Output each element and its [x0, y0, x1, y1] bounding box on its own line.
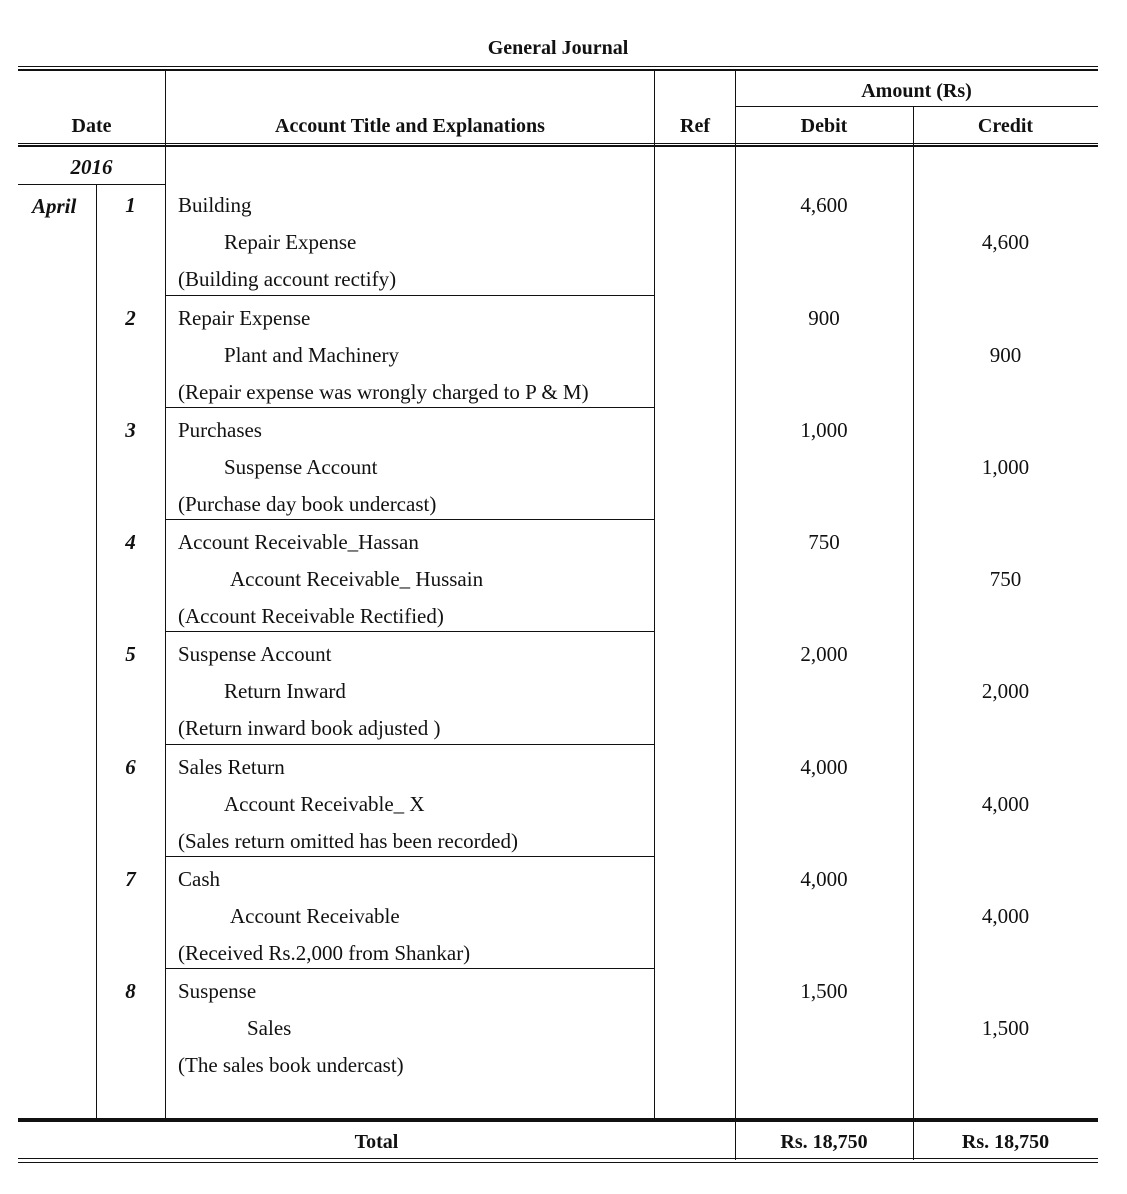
year-label: 2016: [70, 155, 113, 179]
entry-explanation: (The sales book undercast): [178, 1053, 404, 1077]
entry-separator: [165, 631, 654, 632]
entry-credit-amount: 4,000: [981, 904, 1030, 928]
entry-day: 2: [125, 306, 136, 330]
entry-credit-amount: 900: [989, 343, 1022, 367]
entry-debit-account: Purchases: [178, 418, 262, 442]
entry-day: 3: [125, 418, 136, 442]
entry-debit-amount: 4,600: [800, 193, 848, 217]
header-rule: [18, 143, 1098, 144]
entry-credit-account: Suspense Account: [224, 455, 378, 479]
total-debit: Rs. 18,750: [780, 1131, 868, 1153]
entry-debit-account: Account Receivable_Hassan: [178, 530, 419, 554]
entry-day: 8: [125, 979, 136, 1003]
header-credit: Credit: [977, 115, 1034, 137]
entry-credit-account: Repair Expense: [224, 230, 357, 254]
entry-credit-amount: 4,600: [981, 230, 1030, 254]
entry-day: 5: [125, 642, 136, 666]
entry-credit-account: Plant and Machinery: [224, 343, 399, 367]
total-label: Total: [354, 1131, 399, 1153]
total-credit: Rs. 18,750: [961, 1131, 1050, 1153]
entry-debit-account: Suspense Account: [178, 642, 332, 666]
entry-debit-account: Sales Return: [178, 755, 285, 779]
entry-explanation: (Purchase day book undercast): [178, 492, 437, 516]
entry-separator: [165, 519, 654, 520]
entry-separator: [165, 295, 654, 296]
entry-credit-account: Sales: [247, 1016, 292, 1040]
total-rule-bottom: [18, 1158, 1098, 1159]
entry-debit-amount: 750: [808, 530, 840, 554]
entry-credit-amount: 2,000: [981, 679, 1030, 703]
entry-debit-account: Cash: [178, 867, 220, 891]
entry-debit-amount: 4,000: [800, 755, 848, 779]
entry-day: 7: [125, 867, 136, 891]
entry-separator: [165, 856, 654, 857]
header-ref: Ref: [680, 115, 710, 137]
entry-credit-account: Return Inward: [224, 679, 346, 703]
entry-explanation: (Repair expense was wrongly charged to P & M): [178, 380, 589, 404]
header-rule-thick: [18, 145, 1098, 147]
entry-credit-account: Account Receivable_ X: [224, 792, 425, 816]
entry-credit-account: Account Receivable_ Hussain: [230, 567, 484, 591]
top-rule: [18, 66, 1098, 67]
entry-debit-amount: 2,000: [800, 642, 848, 666]
entry-credit-amount: 750: [989, 567, 1022, 591]
entry-explanation: (Return inward book adjusted ): [178, 716, 441, 740]
entry-debit-amount: 1,500: [800, 979, 848, 1003]
col-line-ref: [654, 70, 655, 1119]
entry-explanation: (Building account rectify): [178, 267, 397, 291]
entry-debit-account: Repair Expense: [178, 306, 311, 330]
entry-debit-account: Building: [178, 193, 252, 217]
entry-explanation: (Account Receivable Rectified): [178, 604, 444, 628]
total-rule-bottom-2: [18, 1162, 1098, 1163]
entry-credit-amount: 4,000: [981, 792, 1030, 816]
col-line-credit: [913, 106, 914, 1160]
entry-credit-account: Account Receivable: [230, 904, 400, 928]
entry-separator: [165, 744, 654, 745]
entry-debit-amount: 4,000: [800, 867, 848, 891]
entry-credit-amount: 1,000: [981, 455, 1030, 479]
entry-debit-account: Suspense: [178, 979, 257, 1003]
entry-day: 6: [125, 755, 136, 779]
journal-title: General Journal: [487, 37, 629, 59]
month-label: April: [32, 194, 77, 218]
entry-credit-amount: 1,500: [981, 1016, 1030, 1040]
entry-debit-amount: 900: [808, 306, 840, 330]
entry-day: 1: [125, 193, 136, 217]
header-amount: Amount (Rs): [861, 80, 972, 102]
amount-divider: [735, 106, 1098, 107]
year-rule: [18, 184, 165, 185]
entry-day: 4: [125, 530, 136, 554]
entry-debit-amount: 1,000: [800, 418, 848, 442]
header-date: Date: [71, 115, 112, 137]
entry-explanation: (Sales return omitted has been recorded): [178, 829, 518, 853]
total-rule-top: [18, 1118, 1098, 1122]
header-account: Account Title and Explanations: [275, 115, 545, 137]
entry-separator: [165, 407, 654, 408]
entry-explanation: (Received Rs.2,000 from Shankar): [178, 941, 471, 965]
header-debit: Debit: [800, 115, 848, 137]
top-rule-thick: [18, 69, 1098, 71]
entry-separator: [165, 968, 654, 969]
col-line-account: [165, 70, 166, 1119]
